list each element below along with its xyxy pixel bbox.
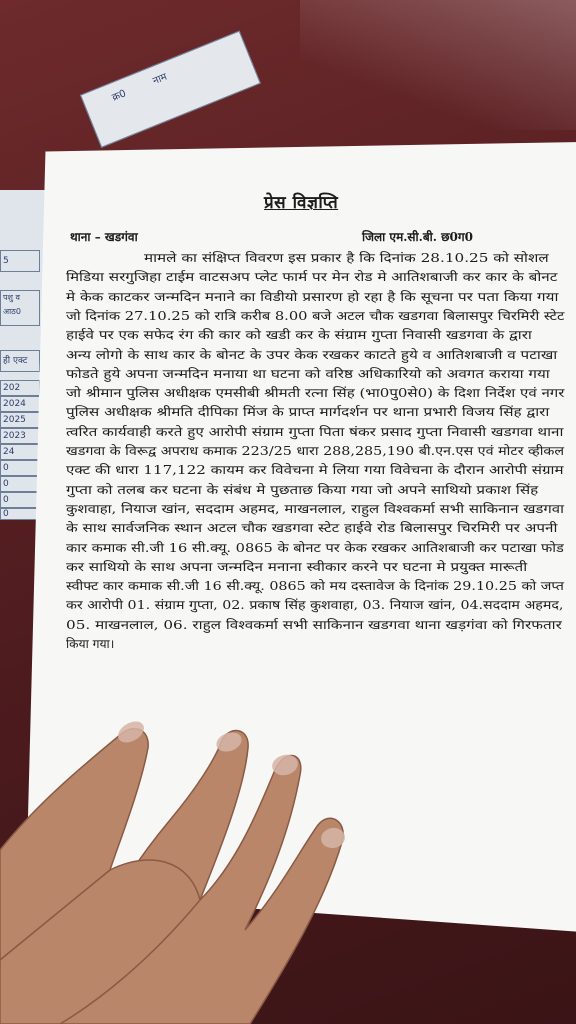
notice-line: हाईवे पर एक सफेद रंग की कार को खडी कर के संग्राम गुप्ता निवासी खडगवा के द्वारा (66, 328, 532, 343)
notice-line: गुप्ता को तलब कर घटना के संबंध मे पुछताछ किया गया जो अपने साथियो प्रकाश सिंह (66, 482, 539, 497)
form-cell: 0 (0, 508, 40, 520)
notice-line: के साथ सार्वजनिक स्थान अटल चौक खडगवा स्टेट हाईवे रोड बिलासपुर चिरमिरी पर अपनी (66, 521, 558, 536)
notice-line: स्वीफ्ट कार कमाक सी.जी 16 सी.क्यू. 0865 को मय दस्तावेज के दिनांक 29.10.25 को जप्त (66, 579, 564, 594)
form-cell: 24 (0, 444, 40, 460)
form-cell: 202 (0, 380, 40, 396)
notice-line: फोडते हुये अपना जन्मदिन मनाया था घटना को वरिष्ठ अधिकारियो को अवगत कराया गया (66, 366, 550, 381)
notice-line: कार कमाक सी.जी 16 सी.क्यू. 0865 के बोनट पर केक रखकर आतिशबाजी कर पटाखा फोड (66, 540, 564, 555)
police-station-label: थाना – खडगंवा (70, 230, 138, 244)
notice-line: कर साथियो के साथ अपना जन्मदिन मनाना स्वीकार करने पर घटना मे प्रयुक्त मारूती (66, 559, 528, 574)
district-label: जिला एम.सी.बी. छ0ग0 (362, 230, 474, 244)
form-cell: 5 (0, 250, 40, 272)
form-header-label: क्र0 (110, 88, 128, 104)
notice-line: मामले का संक्षिप्त विवरण इस प्रकार है कि दिनांक 28.10.25 को सोशल (144, 251, 549, 265)
form-cell: 2023 (0, 428, 40, 444)
notice-line: अन्य लोगो के साथ कार के बोनट के उपर केक रखकर काटते हुये व आतिशबाजी व पटाखा (66, 347, 558, 362)
notice-line: कुशवाहा, नियाज खांन, सददाम अहमद, माखनलाल, राहुल विश्वकर्मा सभी साकिनान खडगवा (66, 501, 564, 516)
form-cell: 0 (0, 460, 40, 476)
notice-line: जो दिनांक 27.10.25 को रात्रि करीब 8.00 बजे अटल चौक खडगवा बिलासपुर चिरमिरी स्टेट (66, 308, 565, 323)
notice-line: मिडिया सरगुजिहा टाईम वाटसअप प्लेट फार्म पर मेन रोड मे आतिशबाजी कर कार के बोनट (66, 270, 558, 285)
form-header-label: नाम (151, 71, 169, 88)
form-cell: 2025 (0, 412, 40, 428)
notice-line: पुलिस अधीक्षक श्रीमति दीपिका मिंज के प्राप्त मार्गदर्शन पर थाना प्रभारी विजय सिंह द्वारा (66, 405, 550, 420)
form-cell: 0 (0, 492, 40, 508)
notice-line: कर आरोपी 01. संग्राम गुप्ता, 02. प्रकाष सिंह कुशवाहा, 03. नियाज खांन, 04.सददाम अहमद, (66, 598, 564, 613)
form-cell: पशु व आठ0 (0, 290, 40, 326)
form-cell: ही एक्ट (0, 350, 40, 372)
form-cell: 0 (0, 476, 40, 492)
notice-line: त्वरित कार्यवाही करते हुए आरोपी संग्राम गुप्ता पिता षंकर प्रसाद गुप्ता निवासी खडगवा थाना (66, 424, 564, 439)
notice-line: खडगवा के विरूद्व अपराध कमाक 223/25 धारा 288,285,190 बी.एन.एस एवं मोटर व्हीकल (66, 444, 565, 458)
form-cell: 2024 (0, 396, 40, 412)
notice-line: किया गया। (66, 637, 115, 651)
notice-line: एक्ट की धारा 117,122 कायम कर विवेचना मे लिया गया विवेचना के दौरान आरोपी संग्राम (66, 463, 564, 478)
document-title: प्रेस विज्ञप्ति (264, 193, 339, 213)
notice-line: जो श्रीमान पुलिस अधीक्षक एमसीबी श्रीमती रत्ना सिंह (भा0पु0से0) के दिशा निर्देश एवं नगर (66, 386, 565, 401)
notice-line: मे केक काटकर जन्मदिन मनाने का विडीयो प्रसारण हो रहा है कि सूचना पर पता किया गया (66, 289, 559, 304)
notice-line: 05. माखनलाल, 06. राहुल विश्वकर्मा सभी साकिनान खडगवा थाना खड़गंवा को गिरफतार (66, 617, 562, 632)
